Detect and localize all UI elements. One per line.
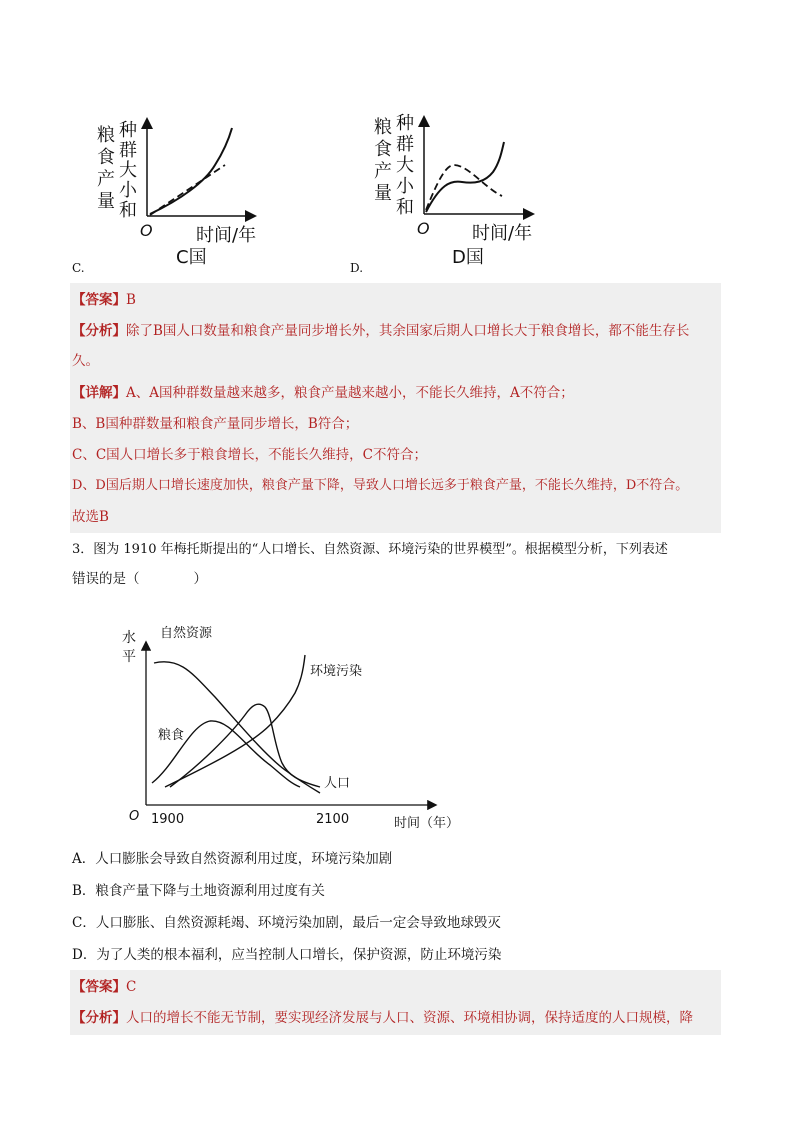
y-axis-label2-char: 种 xyxy=(119,120,137,141)
y-axis-label-char: 产 xyxy=(97,169,115,190)
analysis-continued: 久。 xyxy=(72,353,99,369)
y-axis-label-char: 产 xyxy=(374,161,392,182)
y-axis-label-char: 水 xyxy=(122,630,136,646)
conclusion: 故选B xyxy=(72,509,109,525)
series-label-resources: 自然资源 xyxy=(160,626,213,641)
graph-caption: C国 xyxy=(176,247,207,268)
analysis-row xyxy=(72,322,689,340)
answer-tag: 【答案】 xyxy=(72,979,126,995)
detail-c: C、C国人口增长多于粮食增长，不能长久维持，C不符合； xyxy=(72,447,427,463)
answer-box-q2 xyxy=(70,283,721,533)
option-c-letter: C. xyxy=(72,261,85,275)
y-axis-label-char: 量 xyxy=(374,183,392,204)
world-model-chart xyxy=(120,615,480,840)
detail-tag: 【详解】 xyxy=(72,385,126,401)
x-axis-label: 时间/年 xyxy=(196,225,257,246)
population-curve xyxy=(426,142,504,212)
detail-b: B、B国种群数量和粮食产量同步增长，B符合； xyxy=(72,416,359,432)
x-axis-label: 时间（年） xyxy=(394,816,460,831)
x-axis-label: 时间/年 xyxy=(472,223,533,244)
answer-value: B xyxy=(126,292,136,308)
y-axis-label2-char: 小 xyxy=(119,180,137,201)
series-line-population xyxy=(170,704,320,787)
origin-label: O xyxy=(129,809,140,824)
detail-row xyxy=(72,384,574,402)
y-axis-label2-char: 和 xyxy=(119,200,137,221)
question3-stem-line1: 3．图为 1910 年梅托斯提出的“人口增长、自然资源、环境污染的世界模型”。根据模型分析，下列表述 xyxy=(72,542,668,557)
y-axis-label-char: 食 xyxy=(97,147,115,168)
y-axis-label-char: 粮 xyxy=(374,117,392,138)
question3-stem-line2: 错误的是（ ） xyxy=(72,571,207,587)
graph-d xyxy=(350,110,580,270)
option-d[interactable]: D．为了人类的根本福利，应当控制人口增长，保护资源，防止环境污染 xyxy=(72,947,502,963)
answer-row xyxy=(72,291,136,309)
y-axis-label2-char: 种 xyxy=(396,113,414,134)
y-axis-label2-char: 大 xyxy=(396,155,414,176)
detail-d: D、D国后期人口增长速度加快，粮食产量下降，导致人口增长远多于粮食产量，不能长久维持，D不符合。 xyxy=(72,478,689,493)
x-tick-2100: 2100 xyxy=(316,812,350,827)
analysis-tag: 【分析】 xyxy=(72,323,126,339)
y-axis-label-char: 食 xyxy=(374,139,392,160)
population-curve xyxy=(150,128,232,214)
analysis-row-q3 xyxy=(72,1009,693,1027)
option-b[interactable]: B．粮食产量下降与土地资源利用过度有关 xyxy=(72,883,325,899)
graph-caption: D国 xyxy=(452,247,484,268)
y-axis-label2-char: 群 xyxy=(119,140,137,161)
y-axis-label-char: 粮 xyxy=(97,125,115,146)
y-axis-label2-char: 群 xyxy=(396,134,414,155)
origin-label: O xyxy=(140,221,153,240)
answer-tag: 【答案】 xyxy=(72,292,126,308)
analysis-text: 人口的增长不能无节制，要实现经济发展与人口、资源、环境相协调，保持适度的人口规模，降 xyxy=(126,1010,693,1026)
food-curve xyxy=(150,165,225,215)
x-tick-1900: 1900 xyxy=(151,812,185,827)
y-axis-label-char: 平 xyxy=(122,649,136,665)
detail-a: A、A国种群数量越来越多，粮食产量越来越小，不能长久维持，A不符合； xyxy=(126,385,574,401)
analysis-tag: 【分析】 xyxy=(72,1010,126,1026)
series-label-population: 人口 xyxy=(324,776,351,791)
y-axis-label2-char: 小 xyxy=(396,176,414,197)
food-curve xyxy=(426,165,502,210)
option-d-letter: D. xyxy=(350,261,364,275)
option-a[interactable]: A．人口膨胀会导致自然资源利用过度，环境污染加剧 xyxy=(72,851,393,867)
series-label-pollution: 环境污染 xyxy=(310,664,363,679)
series-label-food: 粮食 xyxy=(158,728,185,743)
graph-c xyxy=(70,110,300,270)
origin-label: O xyxy=(417,219,430,238)
analysis-text: 除了B国人口数量和粮食产量同步增长外，其余国家后期人口增长大于粮食增长，都不能生存长 xyxy=(126,323,690,339)
y-axis-label-char: 量 xyxy=(97,191,115,212)
answer-row-q3 xyxy=(72,978,136,996)
answer-value: C xyxy=(126,979,137,995)
y-axis-label2-char: 大 xyxy=(119,160,137,181)
y-axis-label2-char: 和 xyxy=(396,197,414,218)
option-c[interactable]: C．人口膨胀、自然资源耗竭、环境污染加剧，最后一定会导致地球毁灭 xyxy=(72,915,501,931)
